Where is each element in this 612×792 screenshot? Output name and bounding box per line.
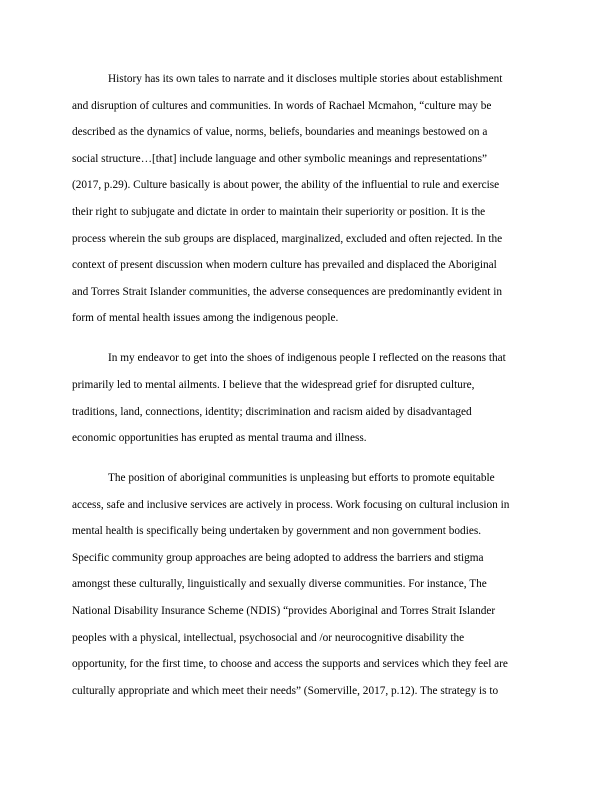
text-line: form of mental health issues among the indigenous people. [72, 312, 339, 325]
paragraph-services [72, 465, 540, 704]
text-line: Specific community group approaches are being adopted to address the barriers and stigma [72, 551, 484, 564]
text-line: access, safe and inclusive services are actively in process. Work focusing on cultural inclusion in [72, 498, 510, 511]
text-line: The position of aboriginal communities is unpleasing but efforts to promote equitable [108, 472, 495, 485]
text-line: and disruption of cultures and communities. In words of Rachael Mcmahon, “culture may be [72, 99, 492, 112]
text-line: traditions, land, connections, identity; discrimination and racism aided by disadvantaged [72, 405, 472, 418]
text-line: National Disability Insurance Scheme (NDIS) “provides Aboriginal and Torres Strait Islander [72, 605, 496, 618]
text-line: context of present discussion when modern culture has prevailed and displaced the Aboriginal [72, 259, 497, 272]
text-line: and Torres Strait Islander communities, the adverse consequences are predominantly evident in [72, 285, 503, 298]
paragraph-reflection [72, 345, 540, 451]
text-line: History has its own tales to narrate and it discloses multiple stories about establishment [108, 73, 503, 85]
text-line: culturally appropriate and which meet their needs” (Somerville, 2017, p.12). The strategy is to [72, 684, 499, 697]
text-line: opportunity, for the first time, to choose and access the supports and services which they feel are [72, 658, 508, 671]
text-line: amongst these culturally, linguistically and sexually diverse communities. For instance, The [72, 578, 487, 591]
text-line: process wherein the sub groups are displaced, marginalized, excluded and often rejected. In the [72, 232, 503, 245]
text-line: mental health is specifically being undertaken by government and non government bodies. [72, 525, 482, 538]
text-line: their right to subjugate and dictate in order to maintain their superiority or position. It is the [72, 205, 486, 218]
text-line: economic opportunities has erupted as mental trauma and illness. [72, 432, 367, 445]
text-line: In my endeavor to get into the shoes of indigenous people I reflected on the reasons that [108, 352, 506, 365]
document-body [72, 66, 540, 718]
text-line: social structure…[that] include language and other symbolic meanings and representations” [72, 152, 488, 165]
text-line: (2017, p.29). Culture basically is about power, the ability of the influential to rule and exercise [72, 179, 500, 192]
text-line: primarily led to mental ailments. I believe that the widespread grief for disrupted culture, [72, 378, 475, 391]
text-line: described as the dynamics of value, norms, beliefs, boundaries and meanings bestowed on a [72, 126, 488, 139]
text-line: peoples with a physical, intellectual, psychosocial and /or neurocognitive disability the [72, 631, 465, 644]
paragraph-culture-history [72, 66, 540, 332]
